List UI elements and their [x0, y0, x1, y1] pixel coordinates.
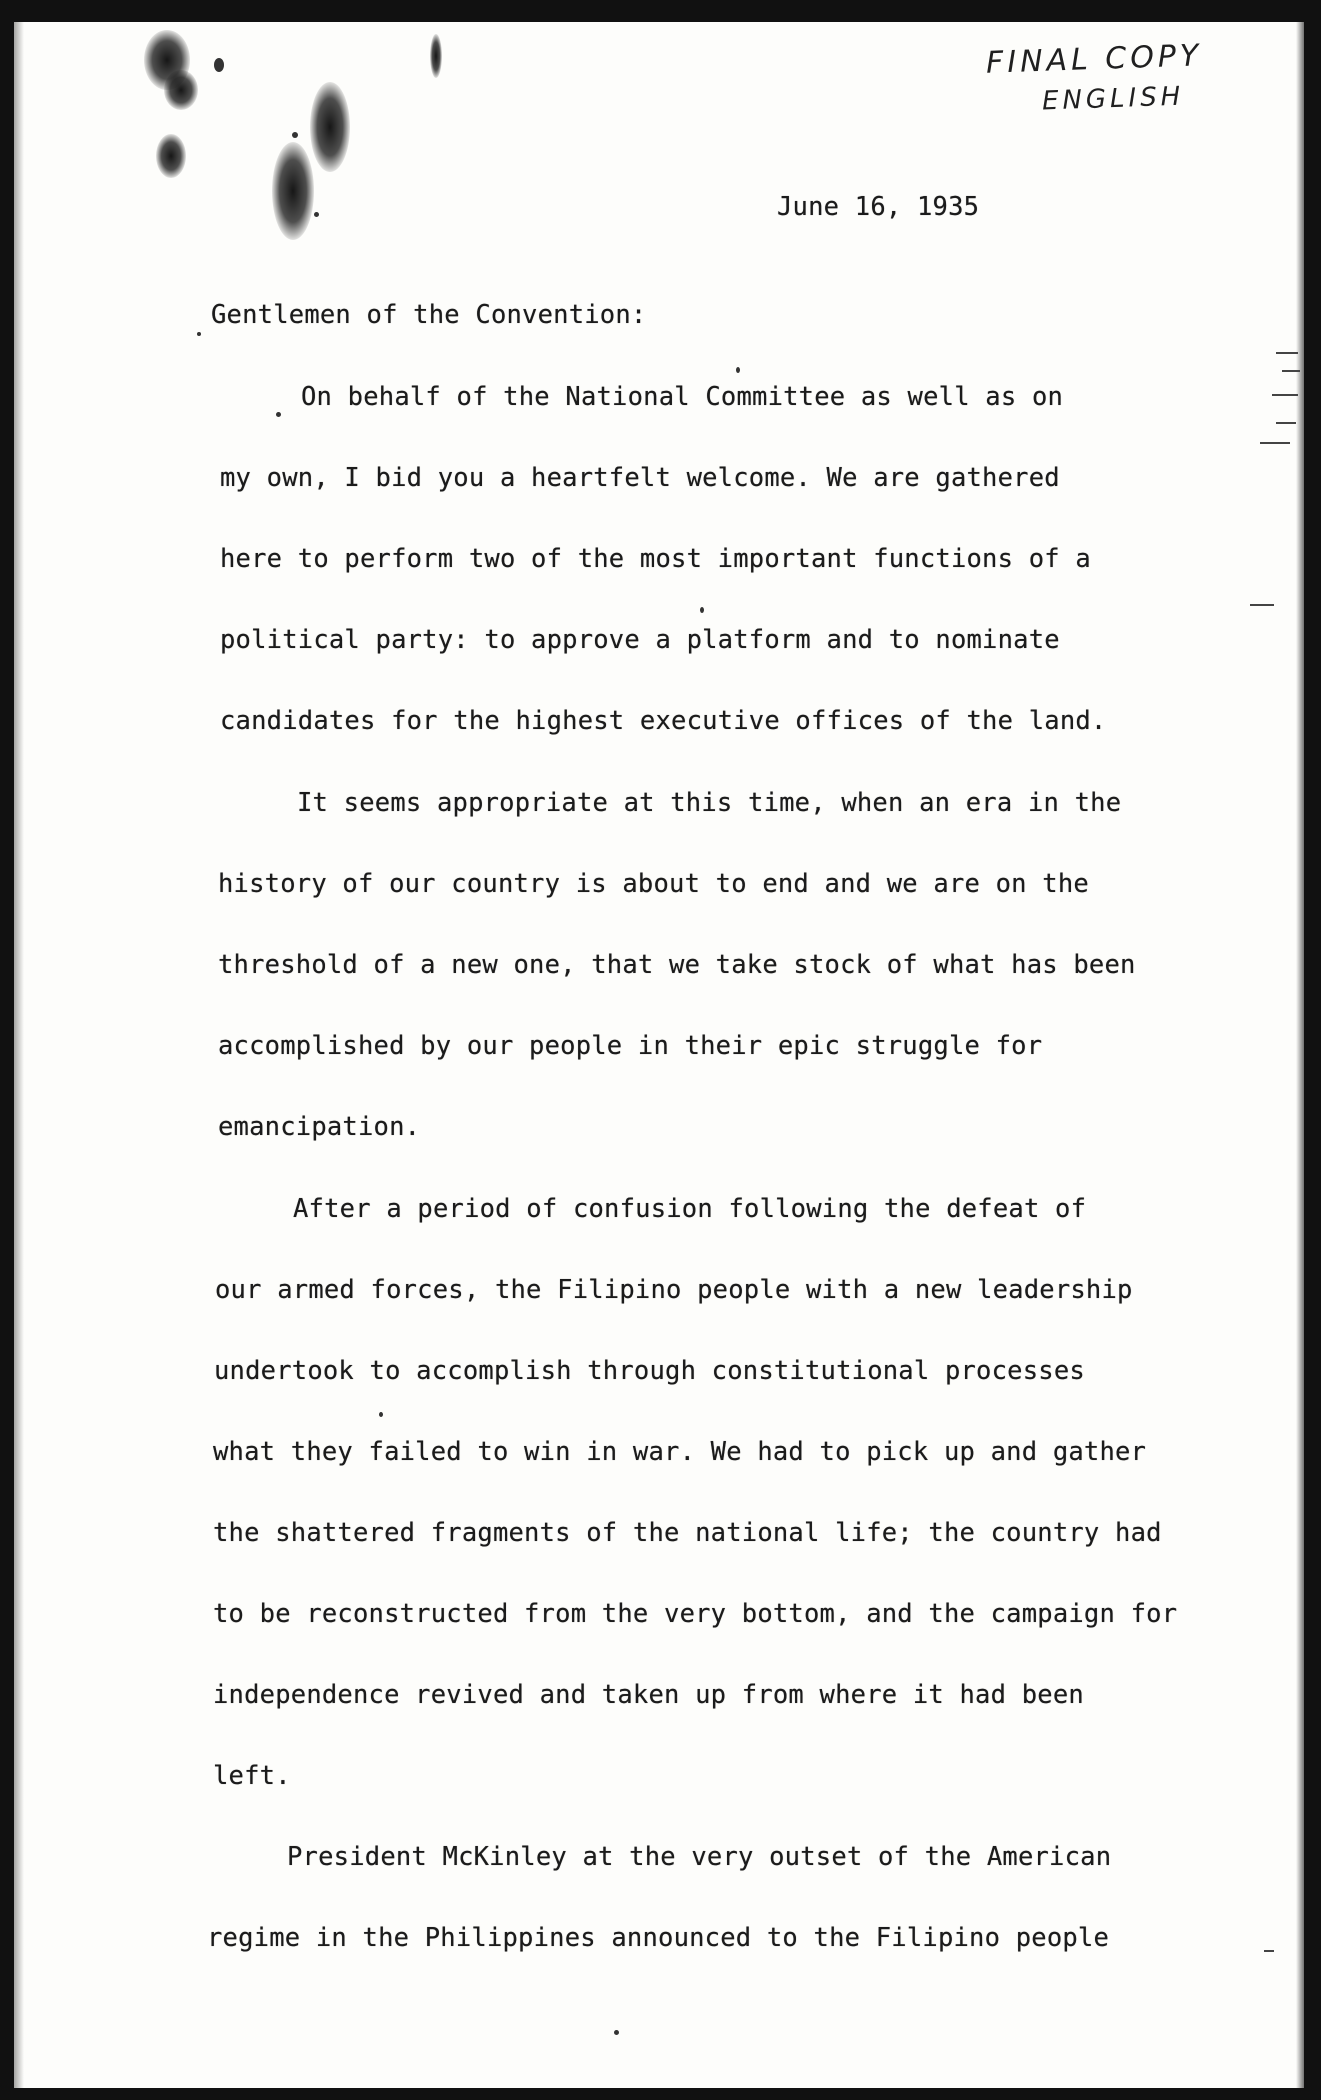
- handwritten-note-final-copy: FINAL COPY: [985, 38, 1203, 81]
- margin-mark: [1276, 422, 1296, 424]
- margin-mark: [1272, 394, 1298, 396]
- ink-speck: [736, 367, 740, 373]
- margin-mark: [1282, 370, 1300, 372]
- text-line: our armed forces, the Filipino people with a new leadership: [215, 1275, 1133, 1305]
- handwritten-note-english: ENGLISH: [1041, 81, 1185, 117]
- ink-blot: [156, 134, 186, 178]
- text-line: history of our country is about to end and we are on the: [218, 869, 1089, 899]
- text-line: political party: to approve a platform and to nominate: [220, 625, 1060, 655]
- text-line: regime in the Philippines announced to the Filipino people: [207, 1923, 1110, 1953]
- margin-mark: [1260, 442, 1290, 444]
- text-line: President McKinley at the very outset of the American: [287, 1842, 1112, 1872]
- ink-speck: [700, 607, 704, 613]
- margin-mark: [1276, 352, 1298, 354]
- text-line: independence revived and taken up from where it had been: [213, 1680, 1084, 1710]
- salutation: Gentlemen of the Convention:: [211, 300, 647, 330]
- text-line: here to perform two of the most important functions of a: [220, 544, 1091, 574]
- text-line: It seems appropriate at this time, when an era in the: [297, 788, 1122, 818]
- letter-date: June 16, 1935: [777, 192, 980, 222]
- ink-blot: [164, 70, 198, 110]
- text-line: emancipation.: [218, 1112, 421, 1142]
- text-line: candidates for the highest executive offices of the land.: [220, 706, 1107, 736]
- page-right-edge: [1296, 22, 1304, 2088]
- text-line: After a period of confusion following the defeat of: [293, 1194, 1087, 1224]
- ink-speck: [197, 332, 201, 336]
- ink-speck: [614, 2030, 619, 2035]
- text-line: accomplished by our people in their epic struggle for: [218, 1031, 1043, 1061]
- margin-mark: [1264, 1950, 1274, 1952]
- text-line: the shattered fragments of the national life; the country had: [213, 1518, 1162, 1548]
- ink-blot: [272, 142, 314, 240]
- ink-blot: [310, 82, 350, 172]
- ink-speck: [314, 212, 319, 217]
- text-line: On behalf of the National Committee as well as on: [301, 382, 1064, 412]
- ink-speck: [292, 132, 298, 138]
- text-line: left.: [213, 1761, 291, 1791]
- ink-speck: [214, 58, 224, 72]
- ink-blot: [430, 34, 442, 78]
- text-line: what they failed to win in war. We had to pick up and gather: [213, 1437, 1147, 1467]
- page-left-edge: [14, 22, 24, 2088]
- text-line: undertook to accomplish through constitutional processes: [214, 1356, 1085, 1386]
- text-line: my own, I bid you a heartfelt welcome. We are gathered: [220, 463, 1060, 493]
- ink-speck: [276, 412, 281, 417]
- typewritten-page: [14, 22, 1304, 2088]
- ink-speck: [379, 1412, 383, 1417]
- text-line: threshold of a new one, that we take stock of what has been: [218, 950, 1136, 980]
- text-line: to be reconstructed from the very bottom, and the campaign for: [213, 1599, 1178, 1629]
- margin-mark: [1250, 604, 1274, 606]
